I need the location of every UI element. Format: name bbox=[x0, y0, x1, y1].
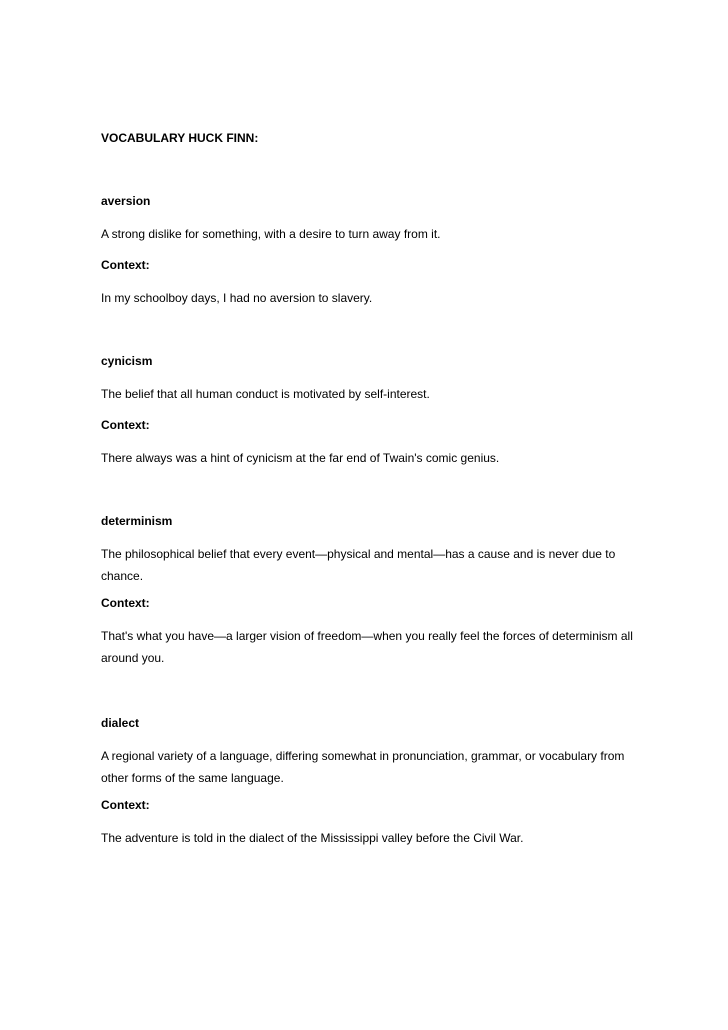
vocab-term: determinism bbox=[101, 514, 173, 528]
vocab-entry-dialect bbox=[101, 715, 641, 849]
vocab-entry-cynicism bbox=[101, 353, 641, 469]
context-label: Context: bbox=[101, 258, 150, 272]
vocab-context: That's what you have—a larger vision of freedom—when you really feel the forces of determinism all around you. bbox=[101, 629, 633, 665]
vocab-term: aversion bbox=[101, 194, 151, 208]
vocab-definition: The belief that all human conduct is motivated by self-interest. bbox=[101, 387, 430, 401]
context-label: Context: bbox=[101, 798, 150, 812]
vocab-term: dialect bbox=[101, 716, 140, 730]
vocab-entry-aversion bbox=[101, 193, 641, 309]
vocab-term: cynicism bbox=[101, 354, 153, 368]
vocab-entry-determinism bbox=[101, 513, 641, 669]
document-title: VOCABULARY HUCK FINN: bbox=[101, 131, 259, 145]
vocab-definition: A strong dislike for something, with a desire to turn away from it. bbox=[101, 227, 441, 241]
vocab-definition: The philosophical belief that every event—physical and mental—has a cause and is never due to chance. bbox=[101, 547, 616, 583]
vocab-context: In my schoolboy days, I had no aversion to slavery. bbox=[101, 291, 373, 305]
vocab-context: The adventure is told in the dialect of the Mississippi valley before the Civil War. bbox=[101, 831, 524, 845]
vocab-context: There always was a hint of cynicism at the far end of Twain's comic genius. bbox=[101, 451, 500, 465]
vocab-definition: A regional variety of a language, differing somewhat in pronunciation, grammar, or vocabulary from other forms of the same language. bbox=[101, 749, 625, 785]
context-label: Context: bbox=[101, 418, 150, 432]
context-label: Context: bbox=[101, 596, 150, 610]
document-page bbox=[101, 0, 641, 1030]
